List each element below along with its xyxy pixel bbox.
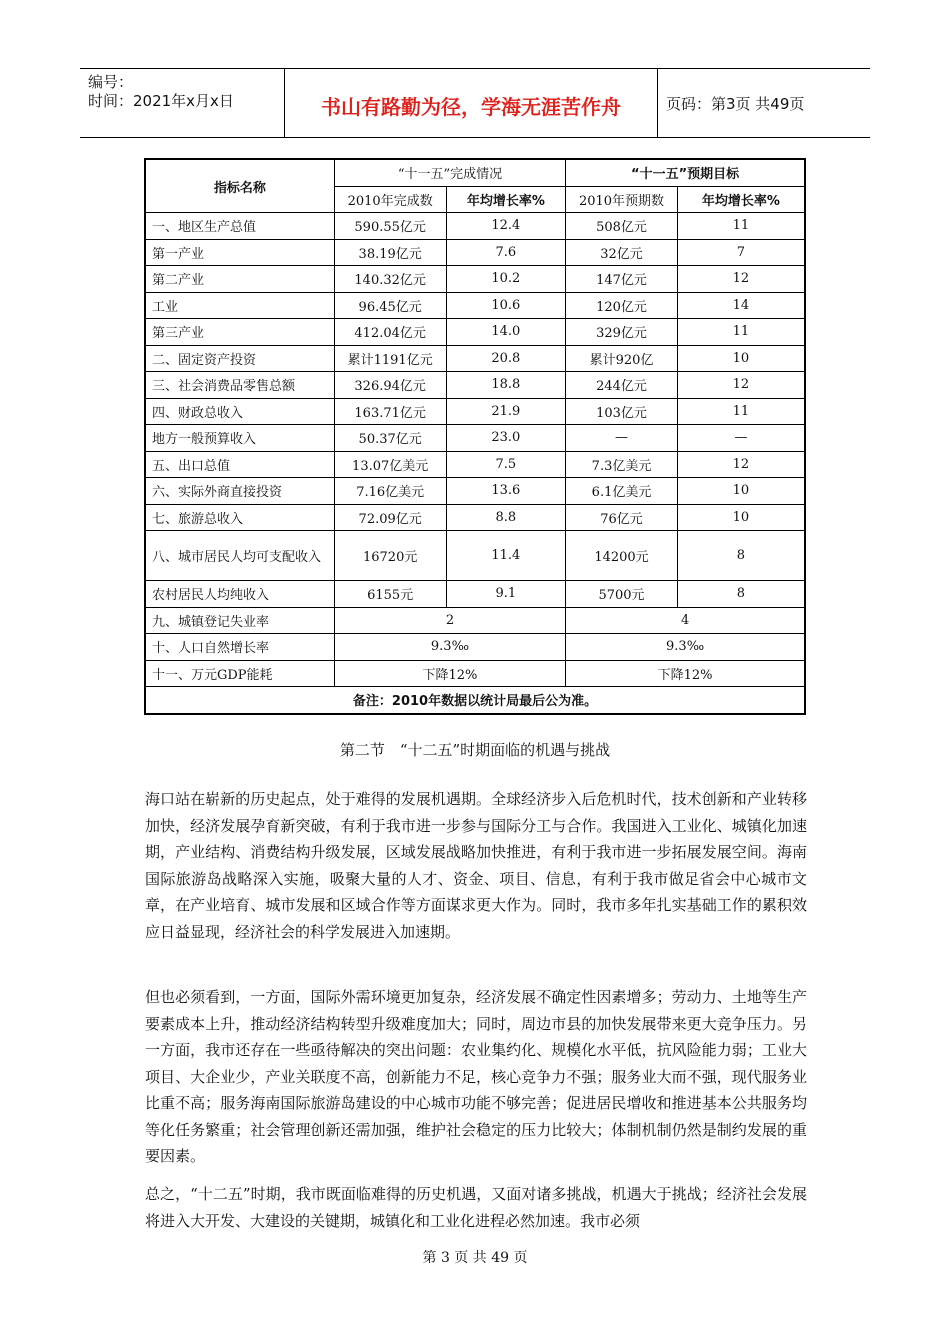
paragraph: 但也必须看到，一方面，国际外需环境更加复杂，经济发展不确定性因素增多；劳动力、土地等生产要素成本上升，推动经济结构转型升级难度加大；同时，周边市县的加快发展带来更大竞争压力。另一方面，我市还存在一些亟待解决的突出问题：农业集约化、规模化水平低，抗风险能力弱；工业大项目、大企业少，产业关联度不高，创新能力不足，核心竞争力不强；服务业大而不强，现代服务业比重不高；服务海南国际旅游岛建设的中心城市功能不够完善；促进居民增收和推进基本公共服务均等化任务繁重；社会管理创新还需加强，维护社会稳定的压力比较大；体制机制仍然是制约发展的重要因素。 [145, 988, 807, 1165]
done-rate: 18.8 [446, 372, 566, 399]
target-value: 累计920亿 [566, 345, 678, 372]
header-divider [657, 69, 658, 137]
header-motto: 书山有路勤为径，学海无涯苦作舟 [321, 95, 621, 119]
paragraph: 海口站在崭新的历史起点，处于难得的发展机遇期。全球经济步入后危机时代，技术创新和产业转移加快，经济发展孕育新突破，有利于我市进一步参与国际分工与合作。我国进入工业化、城镇化加速期，产业结构、消费结构升级发展，区域发展战略加快推进，有利于我市进一步拓展发展空间。海南国际旅游岛战略深入实施，吸聚大量的人才、资金、项目、信息，有利于我市做足省会中心城市文章，在产业培育、城市发展和区域合作等方面谋求更大作为。同时，我市多年扎实基础工作的累积效应日益显现，经济社会的科学发展进入加速期。 [145, 790, 807, 941]
done-value: 590.55亿元 [334, 213, 446, 240]
target-value: — [566, 425, 678, 452]
target-rate: 11 [677, 398, 805, 425]
table-row [145, 581, 805, 608]
done-rate: 11.4 [446, 531, 566, 581]
done-rate: 8.8 [446, 504, 566, 531]
section-title: 第二节 “十二五”时期面临的机遇与挑战 [339, 741, 611, 759]
target-value: 5700元 [566, 581, 678, 608]
done-rate: 7.6 [446, 239, 566, 266]
target-rate: 12 [677, 451, 805, 478]
done-rate: 20.8 [446, 345, 566, 372]
table-row [145, 660, 805, 687]
time-label: 时间：2021年x月x日 [88, 92, 234, 110]
done-value: 326.94亿元 [334, 372, 446, 399]
done-rate: 10.6 [446, 292, 566, 319]
table-row [145, 451, 805, 478]
header-sub-target-rate: 年均增长率% [677, 186, 805, 213]
paragraph: 总之，“十二五”时期，我市既面临难得的历史机遇，又面对诸多挑战，机遇大于挑战；经济社会发展将进入大开发、大建设的关键期，城镇化和工业化进程必然加速。我市必须 [145, 1185, 807, 1230]
done-merged-value: 下降12% [334, 660, 565, 687]
target-rate: 12 [677, 266, 805, 293]
target-value: 508亿元 [566, 213, 678, 240]
table-row [145, 607, 805, 634]
done-rate: 23.0 [446, 425, 566, 452]
target-rate: 12 [677, 372, 805, 399]
done-value: 38.19亿元 [334, 239, 446, 266]
table-body [145, 159, 805, 714]
indicator-name: 十、人口自然增长率 [145, 634, 334, 661]
table-row [145, 266, 805, 293]
table-row [145, 213, 805, 240]
header-group-done: “十一五”完成情况 [334, 159, 565, 186]
target-value: 120亿元 [566, 292, 678, 319]
done-rate: 9.1 [446, 581, 566, 608]
target-merged-value: 下降12% [566, 660, 805, 687]
target-value: 32亿元 [566, 239, 678, 266]
indicator-name: 第二产业 [145, 266, 334, 293]
table-row [145, 239, 805, 266]
done-rate: 21.9 [446, 398, 566, 425]
done-value: 50.37亿元 [334, 425, 446, 452]
indicator-name: 十一、万元GDP能耗 [145, 660, 334, 687]
done-value: 96.45亿元 [334, 292, 446, 319]
table-row [145, 504, 805, 531]
table-row [145, 425, 805, 452]
table-row [145, 634, 805, 661]
target-value: 103亿元 [566, 398, 678, 425]
indicator-name: 三、社会消费品零售总额 [145, 372, 334, 399]
target-rate: — [677, 425, 805, 452]
header-group-target: “十一五”预期目标 [566, 159, 805, 186]
done-merged-value: 2 [334, 607, 565, 634]
table-row [145, 345, 805, 372]
target-rate: 10 [677, 478, 805, 505]
indicator-name: 工业 [145, 292, 334, 319]
table-row [145, 531, 805, 581]
target-rate: 10 [677, 504, 805, 531]
indicator-name: 八、城市居民人均可支配收入 [145, 531, 334, 581]
indicator-name: 农村居民人均纯收入 [145, 581, 334, 608]
table-note: 备注：2010年数据以统计局最后公为准。 [145, 687, 805, 714]
target-rate: 10 [677, 345, 805, 372]
header-sub-target-value: 2010年预期数 [566, 186, 678, 213]
target-value: 7.3亿美元 [566, 451, 678, 478]
indicator-name: 五、出口总值 [145, 451, 334, 478]
target-value: 244亿元 [566, 372, 678, 399]
done-rate: 7.5 [446, 451, 566, 478]
target-merged-value: 9.3‰ [566, 634, 805, 661]
indicator-name: 二、固定资产投资 [145, 345, 334, 372]
done-value: 13.07亿美元 [334, 451, 446, 478]
page-header [80, 68, 870, 138]
indicator-name: 第三产业 [145, 319, 334, 346]
done-value: 6155元 [334, 581, 446, 608]
indicator-name: 七、旅游总收入 [145, 504, 334, 531]
done-rate: 14.0 [446, 319, 566, 346]
done-value: 140.32亿元 [334, 266, 446, 293]
done-rate: 10.2 [446, 266, 566, 293]
table-row [145, 319, 805, 346]
table-row [145, 372, 805, 399]
header-sub-done-rate: 年均增长率% [446, 186, 566, 213]
target-value: 6.1亿美元 [566, 478, 678, 505]
target-merged-value: 4 [566, 607, 805, 634]
header-meta [88, 73, 234, 111]
target-rate: 8 [677, 581, 805, 608]
target-value: 147亿元 [566, 266, 678, 293]
done-value: 412.04亿元 [334, 319, 446, 346]
number-label: 编号： [88, 73, 134, 91]
table-row [145, 478, 805, 505]
target-value: 76亿元 [566, 504, 678, 531]
done-value: 7.16亿美元 [334, 478, 446, 505]
indicator-table [144, 158, 806, 715]
target-rate: 8 [677, 531, 805, 581]
table-row [145, 292, 805, 319]
indicator-name: 一、地区生产总值 [145, 213, 334, 240]
indicator-name: 地方一般预算收入 [145, 425, 334, 452]
header-indicator-name: 指标名称 [145, 159, 334, 213]
done-rate: 12.4 [446, 213, 566, 240]
done-value: 72.09亿元 [334, 504, 446, 531]
table-row [145, 398, 805, 425]
indicator-name: 六、实际外商直接投资 [145, 478, 334, 505]
done-value: 16720元 [334, 531, 446, 581]
page-footer: 第 3 页 共 49 页 [422, 1250, 528, 1266]
table-note-row [145, 687, 805, 714]
target-value: 14200元 [566, 531, 678, 581]
done-value: 累计1191亿元 [334, 345, 446, 372]
target-rate: 7 [677, 239, 805, 266]
header-sub-done-value: 2010年完成数 [334, 186, 446, 213]
target-rate: 11 [677, 213, 805, 240]
indicator-name: 第一产业 [145, 239, 334, 266]
done-value: 163.71亿元 [334, 398, 446, 425]
indicator-name: 四、财政总收入 [145, 398, 334, 425]
header-page-info: 页码：第3页 共49页 [666, 95, 805, 113]
done-merged-value: 9.3‰ [334, 634, 565, 661]
target-rate: 14 [677, 292, 805, 319]
target-value: 329亿元 [566, 319, 678, 346]
indicator-name: 九、城镇登记失业率 [145, 607, 334, 634]
target-rate: 11 [677, 319, 805, 346]
done-rate: 13.6 [446, 478, 566, 505]
